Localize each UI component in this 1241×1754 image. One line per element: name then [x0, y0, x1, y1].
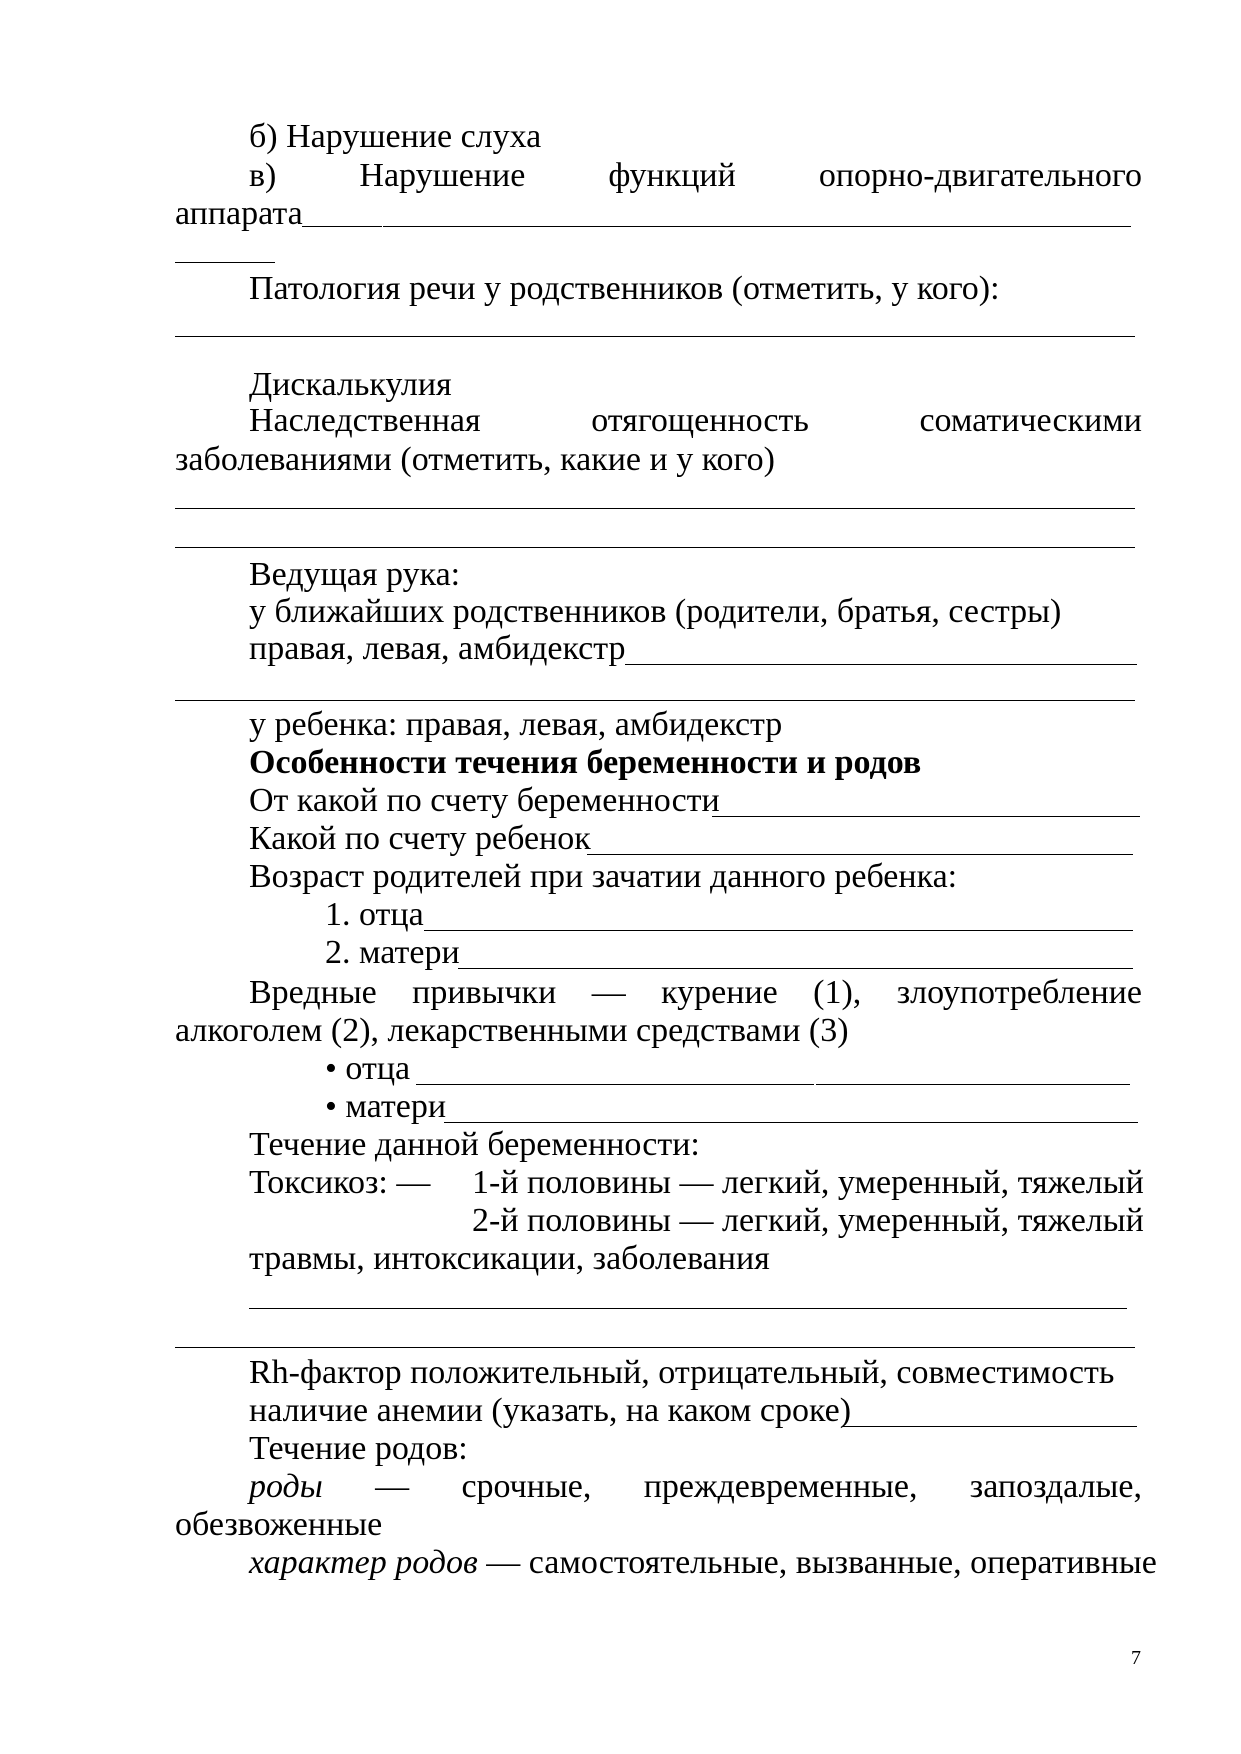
motor-word: функций [608, 157, 736, 194]
parents-age-label: Возраст родителей при зачатии данного ребенка: [249, 858, 958, 895]
hearing-line: б) Нарушение слуха [249, 118, 542, 155]
which-child-blank[interactable] [587, 854, 1133, 855]
rh-factor-line: Rh-фактор положительный, отрицательный, совместимость [249, 1354, 1115, 1391]
speech-relatives-line: Патология речи у родственников (отметить, у кого): [249, 270, 1000, 307]
which-pregnancy-label: От какой по счету беременности [249, 782, 720, 819]
toxicosis-first-half: 1-й половины — легкий, умеренный, тяжелый [472, 1164, 1144, 1201]
birth-line [249, 1468, 1142, 1506]
injuries-blank-1[interactable] [249, 1308, 1127, 1309]
leading-hand-blank-2[interactable] [175, 700, 1135, 701]
birth-cont: обезвоженные [175, 1506, 383, 1543]
birth-character-text: — самостоятельные, вызванные, оперативные [477, 1544, 1157, 1581]
habits-cont: алкоголем (2), лекарственными средствами (3) [175, 1012, 849, 1049]
hereditary-blank-1[interactable] [175, 508, 1135, 509]
motor-cont: аппарата [175, 195, 303, 232]
motor-word: Нарушение [359, 157, 526, 194]
hereditary-blank-2[interactable] [175, 547, 1135, 548]
habits-word: — [591, 974, 626, 1011]
habits-father-label: • отца [325, 1050, 411, 1087]
father-age-label: 1. отца [325, 896, 424, 933]
habits-mother-blank[interactable] [444, 1122, 1138, 1123]
mother-age-blank[interactable] [458, 968, 1133, 969]
father-age-blank[interactable] [424, 930, 1133, 931]
toxicosis-label: Токсикоз: — [249, 1164, 431, 1201]
birth-course-label: Течение родов: [249, 1430, 468, 1467]
which-pregnancy-blank[interactable] [712, 816, 1140, 817]
birth-word: роды [249, 1468, 323, 1505]
habits-word: злоупотребление [896, 974, 1142, 1011]
birth-word: запоздалые, [969, 1468, 1142, 1505]
habits-word: Вредные [249, 974, 377, 1011]
motor-blank-1[interactable] [302, 226, 382, 227]
leading-hand-title: Ведущая рука: [249, 556, 461, 593]
hereditary-cont: заболеваниями (отметить, какие и у кого) [175, 441, 775, 478]
hereditary-word: Наследственная [249, 402, 481, 439]
injuries-blank-2[interactable] [175, 1347, 1135, 1348]
leading-hand-relatives: у ближайших родственников (родители, братья, сестры) [249, 593, 1062, 630]
birth-word: — [375, 1468, 410, 1505]
motor-line [249, 157, 1142, 195]
hereditary-word: соматическими [919, 402, 1142, 439]
pregnancy-heading: Особенности течения беременности и родов [249, 744, 922, 781]
anemia-blank[interactable] [843, 1426, 1137, 1427]
hereditary-line [249, 402, 1142, 440]
motor-blank-2[interactable] [383, 226, 1131, 227]
leading-hand-child: у ребенка: правая, левая, амбидекстр [249, 706, 783, 743]
dyscalculia-line: Дискалькулия [249, 366, 452, 403]
speech-relatives-blank[interactable] [175, 336, 1135, 337]
habits-word: курение [661, 974, 778, 1011]
hereditary-word: отягощенность [591, 402, 809, 439]
mother-age-label: 2. матери [325, 934, 460, 971]
habits-father-blank-2[interactable] [816, 1084, 1130, 1085]
motor-blank-3[interactable] [175, 262, 275, 263]
habits-word: привычки [412, 974, 557, 1011]
birth-character-line [249, 1544, 1157, 1582]
leading-hand-blank-1[interactable] [625, 664, 1137, 665]
motor-word: в) [249, 157, 277, 194]
habits-word: (1), [813, 974, 862, 1011]
leading-hand-options: правая, левая, амбидекстр [249, 630, 626, 667]
which-child-label: Какой по счету ребенок [249, 820, 591, 857]
birth-word: срочные, [461, 1468, 592, 1505]
birth-character-label: характер родов [249, 1544, 478, 1581]
injuries-label: травмы, интоксикации, заболевания [249, 1240, 770, 1277]
habits-line [249, 974, 1142, 1012]
anemia-label: наличие анемии (указать, на каком сроке) [249, 1392, 852, 1429]
pregnancy-course-label: Течение данной беременности: [249, 1126, 700, 1163]
birth-word: преждевременные, [643, 1468, 918, 1505]
page-number: 7 [1131, 1647, 1141, 1669]
motor-word: опорно-двигательного [818, 157, 1142, 194]
toxicosis-second-half: 2-й половины — легкий, умеренный, тяжелый [472, 1202, 1144, 1239]
habits-mother-label: • матери [325, 1088, 447, 1125]
habits-father-blank-1[interactable] [416, 1084, 814, 1085]
